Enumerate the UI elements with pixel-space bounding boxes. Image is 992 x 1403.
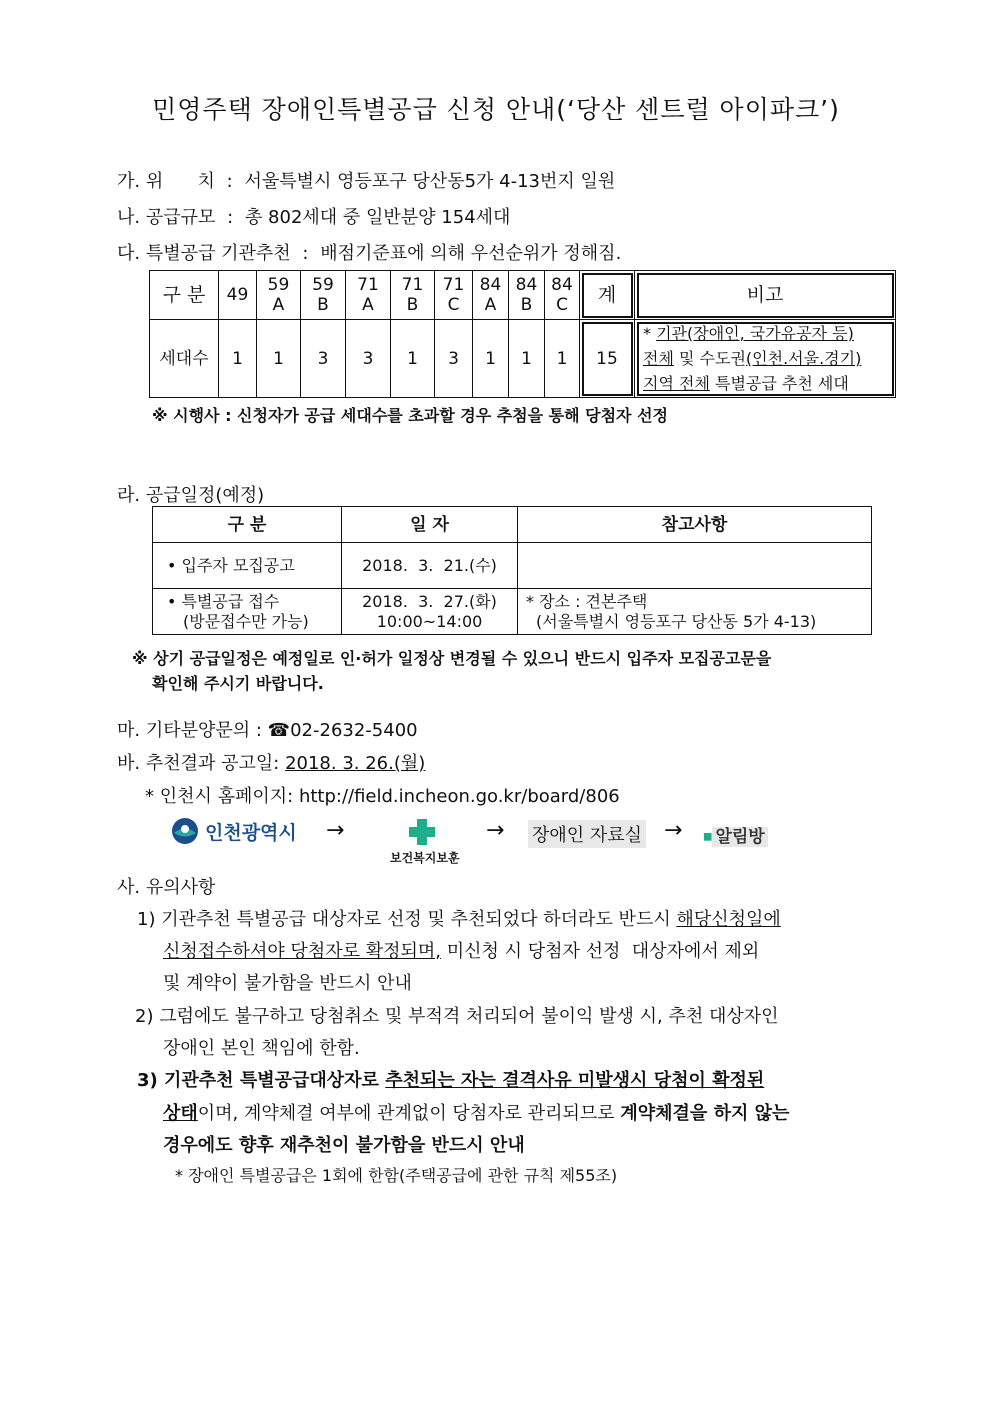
incheon-logo xyxy=(170,816,297,846)
scale-value: 총 802세대 중 일반분양 154세대 xyxy=(244,207,511,228)
page-title: 민영주택 장애인특별공급 신청 안내(‘당산 센트럴 아이파크’) xyxy=(152,95,840,124)
table-row xyxy=(153,589,872,635)
unit-footnote: ※ 시행사 : 신청자가 공급 세대수를 초과할 경우 추첨을 통해 당첨자 선정 xyxy=(152,406,668,425)
scale-label: 나. 공급규모 xyxy=(117,207,216,228)
unit-count: 1 xyxy=(391,320,435,398)
unit-count: 3 xyxy=(346,320,391,398)
unit-type-cell: 84 A xyxy=(473,271,509,320)
schedule-table xyxy=(152,506,872,635)
unit-count: 3 xyxy=(435,320,473,398)
schedule-header: 구 분 xyxy=(153,507,342,543)
recommendation-value: 배점기준표에 의해 우선순위가 정해짐. xyxy=(320,243,622,264)
unit-type-cell: 84 B xyxy=(509,271,545,320)
unit-count: 1 xyxy=(509,320,545,398)
schedule-item: • 특별공급 접수 (방문접수만 가능) xyxy=(153,589,342,635)
homepage-url[interactable]: http://field.incheon.go.kr/board/806 xyxy=(298,786,620,807)
health-welfare-logo xyxy=(408,818,448,850)
arrow-icon: → xyxy=(486,818,505,843)
table-row xyxy=(153,543,872,589)
unit-note: * 기관(장애인, 국가유공자 등) 전체 및 수도권(인천.서울.경기) 지역 전체 특별공급 추천 세대 xyxy=(635,320,896,398)
nav-step-incheon: 인천광역시 xyxy=(205,821,297,844)
homepage-prefix: * 인천시 홈페이지: xyxy=(145,786,299,807)
note-3-line-3: 경우에도 향후 재추천이 불가함을 반드시 안내 xyxy=(163,1135,525,1156)
unit-type-cell: 71 C xyxy=(435,271,473,320)
scale-sep: : xyxy=(227,207,234,228)
section-result-date xyxy=(117,749,425,775)
note-3-line-1: 3) 기관추천 특별공급대상자로 추천되는 자는 결격사유 미발생시 당첨이 확정된 xyxy=(137,1070,765,1091)
arrow-icon: → xyxy=(664,818,683,843)
medical-cross-icon xyxy=(408,818,436,846)
section-location xyxy=(117,167,615,193)
schedule-note: * 장소 : 견본주택 (서울특별시 영등포구 당산동 5가 4-13) xyxy=(518,589,872,635)
result-date-label: 바. 추천결과 공고일: xyxy=(117,753,286,774)
location-value: 서울특별시 영등포구 당산동5가 4-13번지 일원 xyxy=(244,171,616,192)
location-label: 가. 위 치 xyxy=(117,171,215,192)
unit-total: 15 xyxy=(580,320,635,398)
section-recommendation xyxy=(117,239,621,265)
note-3-line-2: 상태이며, 계약체결 여부에 관계없이 당첨자로 관리되므로 계약체결을 하지 않는 xyxy=(163,1103,790,1124)
unit-type-cell: 59 A xyxy=(257,271,301,320)
schedule-header: 참고사항 xyxy=(518,507,872,543)
unit-note-header: 비고 xyxy=(635,271,896,320)
phone-icon: ☎ xyxy=(267,720,291,741)
recommendation-label: 다. 특별공급 기관추천 xyxy=(117,243,291,264)
unit-type-cell: 71 B xyxy=(391,271,435,320)
schedule-header: 일 자 xyxy=(342,507,518,543)
section-scale xyxy=(117,203,510,229)
schedule-item: • 입주자 모집공고 xyxy=(153,543,342,589)
note-2-line-2: 장애인 본인 책임에 한함. xyxy=(163,1038,360,1059)
unit-row-label: 세대수 xyxy=(150,320,219,398)
note-3-footnote: * 장애인 특별공급은 1회에 한함(주택공급에 관한 규칙 제55조) xyxy=(175,1166,618,1185)
unit-count: 3 xyxy=(301,320,346,398)
location-sep: : xyxy=(226,171,233,192)
schedule-footnote-2: 확인해 주시기 바랍니다. xyxy=(152,674,324,693)
schedule-note xyxy=(518,543,872,589)
unit-count: 1 xyxy=(257,320,301,398)
contact-label: 마. 기타분양문의 : xyxy=(117,720,268,741)
homepage-line xyxy=(145,782,620,808)
unit-type-cell: 59 B xyxy=(301,271,346,320)
unit-type-cell: 49 xyxy=(219,271,257,320)
nav-step-welfare: 보건복지보훈 xyxy=(390,851,460,865)
contact-phone: 02-2632-5400 xyxy=(290,720,418,741)
bullet-icon: ■ xyxy=(703,831,713,843)
recommendation-sep: : xyxy=(302,243,309,264)
note-1-line-3: 및 계약이 불가함을 반드시 안내 xyxy=(163,973,412,994)
section-notes-label: 사. 유의사항 xyxy=(117,877,216,898)
unit-header-label: 구 분 xyxy=(150,271,219,320)
section-schedule-label: 라. 공급일정(예정) xyxy=(117,485,265,506)
incheon-emblem-icon xyxy=(170,816,200,846)
note-1-line-2: 신청접수하셔야 당첨자로 확정되며, 미신청 시 당첨자 선정 대상자에서 제외 xyxy=(163,941,760,962)
note-1-line-1: 1) 기관추천 특별공급 대상자로 선정 및 추천되었다 하더라도 반드시 해당신청일에 xyxy=(137,909,781,930)
nav-step-disability-archive: 장애인 자료실 xyxy=(528,820,646,848)
unit-count: 1 xyxy=(219,320,257,398)
unit-table xyxy=(149,270,896,398)
section-contact xyxy=(117,716,418,742)
result-date: 2018. 3. 26.(월) xyxy=(285,753,426,774)
arrow-icon: → xyxy=(326,818,345,843)
unit-type-cell: 71 A xyxy=(346,271,391,320)
unit-total-header: 계 xyxy=(580,271,635,320)
unit-count: 1 xyxy=(545,320,580,398)
unit-count: 1 xyxy=(473,320,509,398)
unit-type-cell: 84 C xyxy=(545,271,580,320)
note-2-line-1: 2) 그럼에도 불구하고 당첨취소 및 부적격 처리되어 불이익 발생 시, 추천 대상자인 xyxy=(135,1006,779,1027)
schedule-footnote-1: ※ 상기 공급일정은 예정일로 인·허가 일정상 변경될 수 있으니 반드시 입주자 모집공고문을 xyxy=(132,649,772,668)
schedule-date: 2018. 3. 21.(수) xyxy=(342,543,518,589)
nav-step-notice: ■ 알림방 xyxy=(703,822,768,847)
schedule-date: 2018. 3. 27.(화) 10:00~14:00 xyxy=(342,589,518,635)
